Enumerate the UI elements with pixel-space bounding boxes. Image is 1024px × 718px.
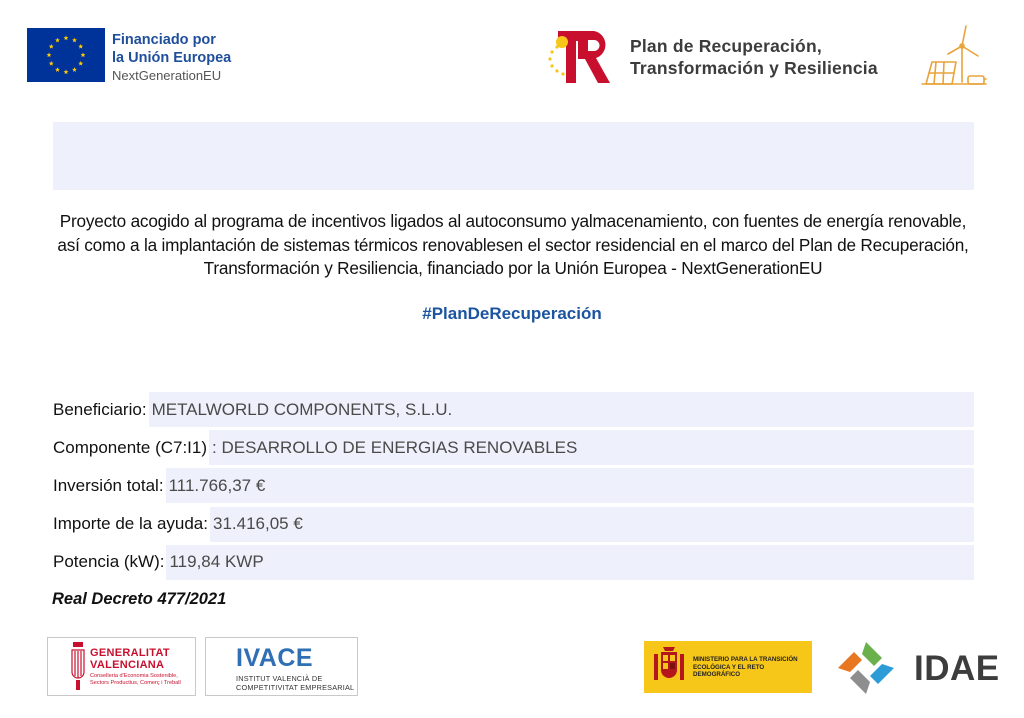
field-row-ayuda bbox=[53, 507, 974, 542]
field-row-inversion bbox=[53, 468, 974, 503]
ivace-subtitle: INSTITUT VALENCIÀ DE COMPETITIVITAT EMPRESARIAL bbox=[236, 674, 355, 692]
project-description: Proyecto acogido al programa de incentivos ligados al autoconsumo yalmacenamiento, con fuentes de energía renovable, así como a la implantación de sistemas térmicos renovablesen el sector residencial en el marco del Plan de Recuperación, Transformación y Resiliencia, financiado por la Unión Europea - NextGenerationEU bbox=[57, 211, 969, 278]
eu-text-line1: Financiado por bbox=[112, 32, 216, 48]
field-label: Potencia (kW): bbox=[53, 552, 165, 572]
tr-logo-icon bbox=[546, 26, 614, 88]
recovery-plan-logo bbox=[546, 26, 878, 88]
eu-text-line3: NextGenerationEU bbox=[112, 68, 222, 83]
field-label: Beneficiario: bbox=[53, 399, 147, 419]
gva-line3: Conselleria d'Economia Sostenible, Sectors Productius, Comerç i Treball bbox=[90, 673, 181, 686]
idae-mark-icon bbox=[826, 640, 910, 696]
ministerio-logo bbox=[644, 641, 812, 693]
ivace-logo bbox=[205, 637, 358, 696]
eu-funding-logo bbox=[27, 28, 231, 85]
idae-logo bbox=[826, 640, 1000, 696]
wind-turbine-solar-panel-icon bbox=[918, 24, 990, 90]
gva-line2: VALENCIANA bbox=[90, 659, 165, 671]
field-value: METALWORLD COMPONENTS, S.L.U. bbox=[149, 392, 974, 427]
field-row-beneficiario bbox=[53, 392, 974, 427]
field-row-componente bbox=[53, 430, 974, 465]
field-label: Componente (C7:I1) bbox=[53, 437, 208, 457]
ivace-word: IVACE bbox=[236, 644, 314, 672]
field-value: 119,84 KWP bbox=[166, 545, 974, 580]
eu-text-line2: la Unión Europea bbox=[112, 50, 232, 66]
field-row-potencia bbox=[53, 545, 974, 580]
idae-word: IDAE bbox=[914, 649, 1000, 688]
field-value: : DESARROLLO DE ENERGIAS RENOVABLES bbox=[209, 430, 974, 465]
field-label: Inversión total: bbox=[53, 475, 164, 495]
project-fields bbox=[53, 392, 974, 583]
hashtag: #PlanDeRecuperación bbox=[422, 304, 602, 323]
eu-flag-icon bbox=[27, 28, 105, 82]
field-label: Importe de la ayuda: bbox=[53, 514, 208, 534]
project-title-band bbox=[53, 122, 974, 190]
decree-reference: Real Decreto 477/2021 bbox=[52, 590, 227, 608]
ministerio-text: MINISTERIO PARA LA TRANSICIÓN ECOLÓGICA Y EL RETO DEMOGRÁFICO bbox=[693, 656, 798, 679]
field-value: 111.766,37 € bbox=[166, 468, 974, 503]
recovery-plan-line1: Plan de Recuperación, bbox=[630, 36, 822, 56]
field-value: 31.416,05 € bbox=[210, 507, 974, 542]
spain-shield-icon bbox=[651, 646, 687, 688]
recovery-plan-line2: Transformación y Resiliencia bbox=[630, 58, 878, 78]
generalitat-valenciana-logo bbox=[47, 637, 196, 696]
gva-line1: GENERALITAT bbox=[90, 647, 170, 659]
gva-emblem-icon bbox=[70, 642, 86, 692]
